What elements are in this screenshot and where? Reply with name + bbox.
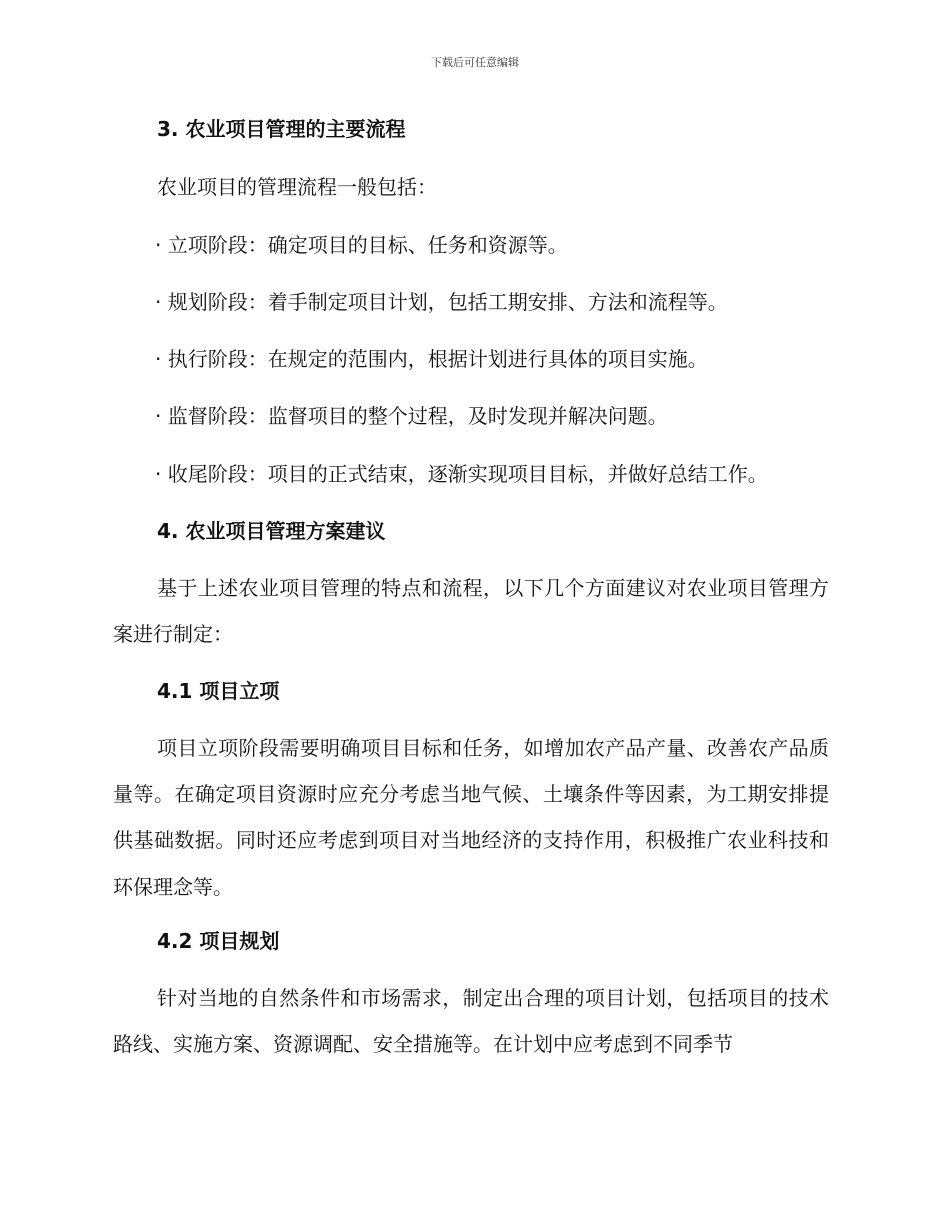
section-4-heading: 4. 农业项目管理方案建议 — [157, 519, 386, 543]
section-3-intro: 农业项目的管理流程一般包括： — [157, 175, 437, 199]
section-4-intro: 基于上述农业项目管理的特点和流程，以下几个方面建议对农业项目管理方案进行制定： — [113, 576, 829, 647]
list-item: · 执行阶段：在规定的范围内，根据计划进行具体的项目实施。 — [155, 347, 708, 371]
section-4-1-heading: 4.1 项目立项 — [157, 679, 280, 703]
section-4-2-heading: 4.2 项目规划 — [157, 929, 280, 953]
list-item: · 规划阶段：着手制定项目计划，包括工期安排、方法和流程等。 — [155, 290, 728, 314]
list-item: · 立项阶段：确定项目的目标、任务和资源等。 — [155, 233, 568, 257]
list-item: · 收尾阶段：项目的正式结束，逐渐实现项目目标，并做好总结工作。 — [155, 462, 768, 486]
page-header: 下载后可任意编辑 — [431, 56, 519, 69]
section-4-2-body: 针对当地的自然条件和市场需求，制定出合理的项目计划，包括项目的技术路线、实施方案、资源调配、安全措施等。在计划中应考虑到不同季节 — [113, 986, 829, 1057]
section-4-1-body: 项目立项阶段需要明确项目目标和任务，如增加农产品产量、改善农产品质量等。在确定项目资源时应充分考虑当地气候、土壤条件等因素，为工期安排提供基础数据。同时还应考虑到项目对当地经济的支持作用，积极推广农业科技和环保理念等。 — [113, 736, 829, 899]
section-3-heading: 3. 农业项目管理的主要流程 — [157, 117, 406, 141]
list-item: · 监督阶段：监督项目的整个过程，及时发现并解决问题。 — [155, 404, 668, 428]
